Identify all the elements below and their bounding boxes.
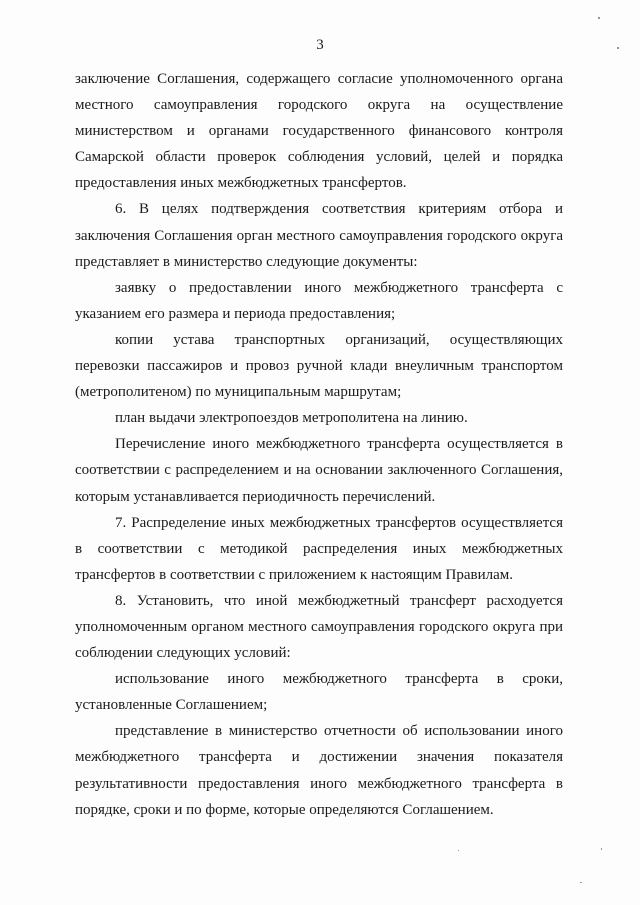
scan-speck xyxy=(601,848,602,850)
page-number: 3 xyxy=(316,37,324,53)
paragraph-item-6: 6. В целях подтверждения соответствия критериям отбора и заключения Соглашения орган местного самоуправления городского округа представляет в министерство следующие документы: xyxy=(75,201,563,270)
paragraph-train-plan: план выдачи электропоездов метрополитена на линию. xyxy=(115,410,468,427)
scan-speck xyxy=(617,47,619,49)
paragraph-reporting: представление в министерство отчетности об использовании иного межбюджетного трансферта и достижении значения показателя результативности предоставления иного межбюджетного трансферта в порядке, сроки и по форме, которые определяются Соглашением. xyxy=(75,723,563,818)
paragraph-item-7: 7. Распределение иных межбюджетных трансфертов осуществляется в соответствии с методикой распределения иных межбюджетных трансфертов в соответствии с приложением к настоящим Правилам. xyxy=(75,514,563,583)
paragraph-application: заявку о предоставлении иного межбюджетного трансферта с указанием его размера и периода предоставления; xyxy=(75,279,563,322)
paragraph-consent-clause: заключение Соглашения, содержащего согласие уполномоченного органа местного самоуправления городского округа на осуществление министерством и органами государственного финансового контроля Самарской области проверок соблюдения условий, целей и порядка предоставления иных межбюджетных трансфертов. xyxy=(75,71,563,192)
paragraph-usage-terms: использование иного межбюджетного трансферта в сроки, установленные Соглашением; xyxy=(75,671,563,714)
paragraph-charter-copies: копии устава транспортных организаций, осуществляющих перевозки пассажиров и провоз ручной клади внеуличным транспортом (метрополитеном) по муниципальным маршрутам; xyxy=(75,331,563,401)
document-body xyxy=(75,66,563,823)
paragraph-transfer-payment: Перечисление иного межбюджетного трансферта осуществляется в соответствии с распределением и на основании заключенного Соглашения, которым устанавливается периодичность перечислений. xyxy=(75,436,563,505)
scan-speck xyxy=(458,850,459,851)
scan-speck xyxy=(598,17,600,19)
scan-speck xyxy=(580,882,582,883)
paragraph-item-8: 8. Установить, что иной межбюджетный трансферт расходуется уполномоченным органом местного самоуправления городского округа при соблюдении следующих условий: xyxy=(75,592,563,662)
